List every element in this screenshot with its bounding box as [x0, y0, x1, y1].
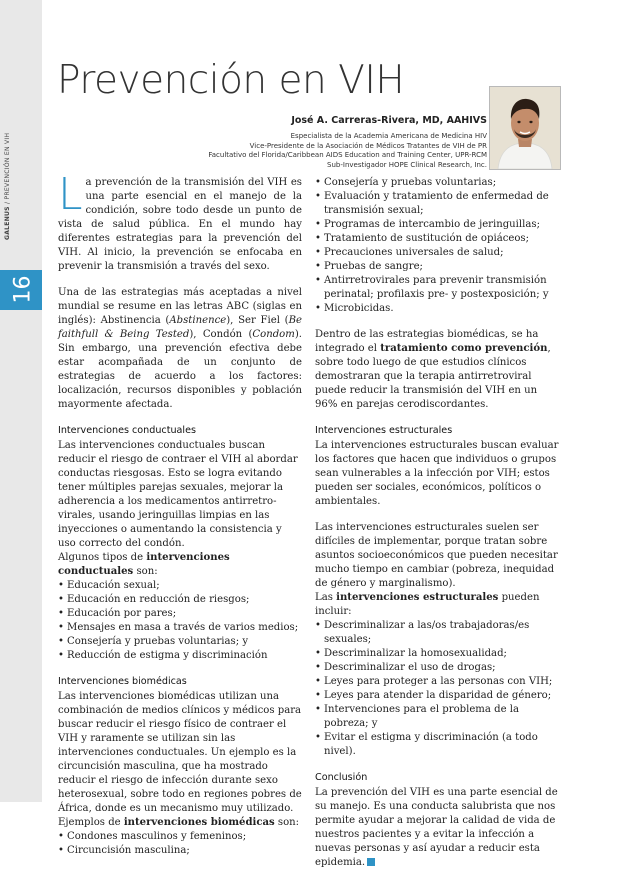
end-mark-icon [367, 858, 375, 866]
list-item: • Consejería y pruebas voluntarias; [315, 176, 560, 190]
list-item: • Tratamiento de sustitución de opiáceos; [315, 232, 560, 246]
list-item: • Consejería y pruebas voluntarias; y [58, 635, 302, 649]
section-heading-biomedical: Intervenciones biomédicas [58, 676, 187, 687]
tasp-paragraph: Dentro de las estrategias biomédicas, se ha integrado el tratamiento como prevención, sobre todo luego de que estudios clínicos demostraran que la terapia antirretroviral puede reducir la transmisión del VIH en un 96% en parejas cerodiscordantes. [315, 329, 551, 410]
biomedical-list [58, 830, 302, 858]
list-item: • Intervenciones para el problema de la pobreza; y [315, 703, 560, 731]
abc-paragraph: Una de las estrategias más aceptadas a nivel mundial se resume en las letras ABC (siglas en inglés): Abstinencia (Abstinence), Ser Fiel (Be faithfull & Being Tested), Condón (Condom). Sin embargo, una prevención efectiva debe estar acompañada de un conjunto de estrategias de acuerdo a los factores: localización, recursos disponibles y población mayormente afectada. [58, 287, 302, 410]
list-item: • Microbicidas. [315, 302, 560, 316]
structural-paragraph: La intervenciones estructurales buscan evaluar los factores que hacen que individuos o grupos sean vulnerables a la infección por VIH; estos pueden ser sociales, económicos, políticos o ambientales. [315, 440, 559, 507]
list-item: • Descriminalizar el uso de drogas; [315, 661, 560, 675]
author-affiliation: Especialista de la Academia Americana de Medicina HIV [290, 132, 487, 140]
biomedical-examples-intro: Ejemplos de intervenciones biomédicas son: [58, 817, 300, 828]
list-item: • Circuncisión masculina; [58, 844, 302, 858]
section-heading-conclusion: Conclusión [315, 772, 368, 783]
list-item: • Leyes para proteger a las personas con VIH; [315, 675, 560, 689]
page-title: Prevención en VIH [57, 58, 405, 103]
structural-paragraph-2: Las intervenciones estructurales suelen ser difíciles de implementar, porque tratan sobre asuntos socioeconómicos que pueden necesitar mucho tiempo en cambiar (pobreza, inequidad de género y marginalismo). [315, 522, 558, 589]
author-affiliation: Vice-Presidente de la Asociación de Médicos Tratantes de VIH de PR [249, 141, 487, 150]
section-heading-conductual: Intervenciones conductuales [58, 425, 196, 436]
conclusion-paragraph: La prevención del VIH es una parte esencial de su manejo. Es una conducta salubrista que nos permite ayudar a mejorar la calidad de vida de nuestros pacientes y a evitar la infección a nuevas personas y así ayudar a reducir esta epidemia. [315, 787, 558, 868]
structural-examples-intro: Las intervenciones estructurales pueden incluir: [315, 592, 540, 617]
list-item: • Evaluación y tratamiento de enfermedad de transmisión sexual; [315, 190, 560, 218]
author-block [208, 115, 487, 170]
list-item: • Descriminalizar la homosexualidad; [315, 647, 560, 661]
list-item: • Evitar el estigma y discriminación (a todo nivel). [315, 731, 560, 759]
list-item: • Educación sexual; [58, 579, 302, 593]
running-head: GALENUS / PREVENCIÓN EN VIH [4, 132, 11, 240]
drop-cap: L [58, 169, 83, 220]
intro-paragraph: La prevención de la transmisión del VIH es una parte esencial en el manejo de la condición, sobre todo desde un punto de vista de salud pública. En el mundo hay diferentes estrategias para la prevención del VIH. Al inicio, la prevención se enfocaba en prevenir la transmisión a través del sexo. [58, 169, 302, 272]
list-item: • Pruebas de sangre; [315, 260, 560, 274]
author-affiliation: Facultativo del Florida/Caribbean AIDS Education and Training Center, UPR-RCM [208, 151, 487, 159]
list-item: • Descriminalizar a las/os trabajadoras/es sexuales; [315, 619, 560, 647]
list-item: • Leyes para atender la disparidad de género; [315, 689, 560, 703]
list-item: • Reducción de estigma y discriminación [58, 649, 302, 663]
structural-list [315, 619, 560, 759]
page-number: 16 [0, 270, 42, 310]
conductual-list [58, 579, 302, 663]
author-portrait-icon [490, 87, 560, 169]
section-heading-structural: Intervenciones estructurales [315, 425, 453, 436]
list-item: • Mensajes en masa a través de varios medios; [58, 621, 302, 635]
author-photo [489, 86, 561, 170]
biomedical-paragraph: Las intervenciones biomédicas utilizan una combinación de medios clínicos y médicos para buscar reducir el riesgo físico de contraer el VIH y raramente se utilizan sin las intervenciones conductuales. Un ejemplo es la circuncisión masculina, que ha mostrado reducir el riesgo de infección durante sexo heterosexual, sobre todo en regiones pobres de África, donde es un mecanismo muy utilizado. [58, 691, 302, 814]
author-affiliation: Sub-Investigador HOPE Clinical Research, Inc. [327, 160, 487, 169]
biomedical-list-continued [315, 176, 560, 316]
list-item: • Educación por pares; [58, 607, 302, 621]
list-item: • Condones masculinos y femeninos; [58, 830, 302, 844]
author-name: José A. Carreras-Rivera, MD, AAHIVS [291, 115, 487, 126]
conductual-paragraph: Las intervenciones conductuales buscan reducir el riesgo de contraer el VIH al abordar conductas riesgosas. Esto se logra evitando tener múltiples parejas sexuales, mejorar la adherencia a los medicamentos antirretro-virales, usando jeringuillas limpias en las inyecciones o aumentando la consistencia y uso correcto del condón. [58, 440, 298, 549]
conductual-examples-intro: Algunos tipos de intervenciones conductuales son: [58, 552, 230, 577]
list-item: • Antirretrovirales para prevenir transmisión perinatal; profilaxis pre- y postexposición; y [315, 274, 560, 302]
right-column [315, 176, 560, 870]
list-item: • Educación en reducción de riesgos; [58, 593, 302, 607]
list-item: • Programas de intercambio de jeringuillas; [315, 218, 560, 232]
list-item: • Precauciones universales de salud; [315, 246, 560, 260]
left-column [58, 169, 302, 858]
